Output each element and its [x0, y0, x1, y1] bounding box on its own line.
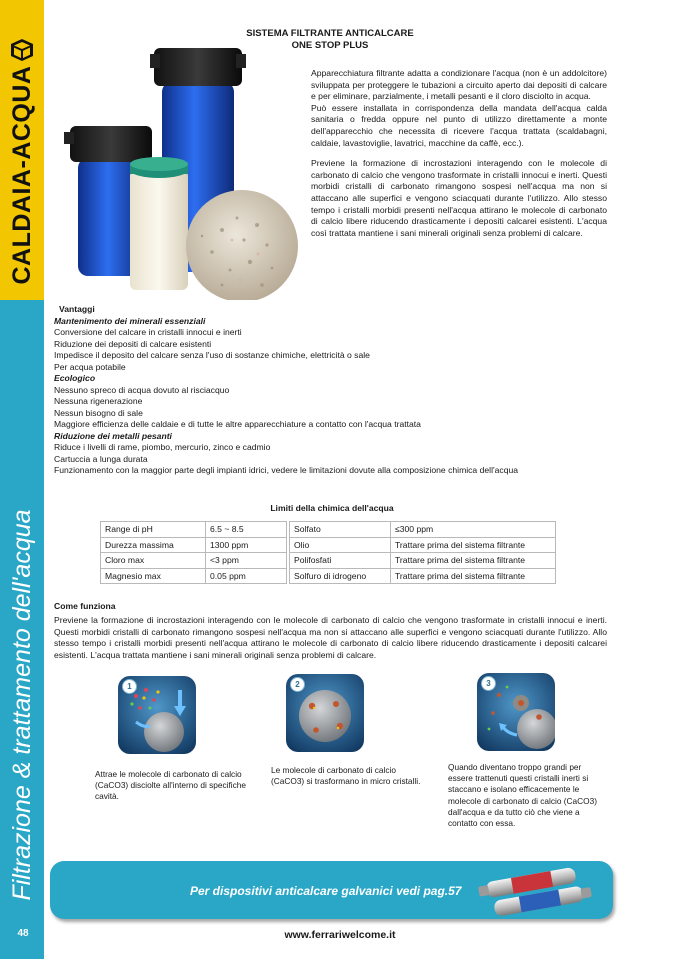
- table-row: [101, 537, 556, 553]
- step-2-caption: Le molecole di carbonato di calcio (CaCO3) si trasformano in micro cristalli.: [271, 765, 421, 787]
- table-cell: Trattare prima del sistema filtrante: [391, 568, 556, 584]
- table-cell: 6.5 ~ 8.5: [206, 522, 287, 538]
- limits-title: Limiti della chimica dell'acqua: [270, 503, 394, 513]
- table-row: [101, 568, 556, 584]
- table-cell: Range di pH: [101, 522, 206, 538]
- category-title: CALDAIA-ACQUA: [8, 65, 36, 285]
- step-number: 3: [481, 676, 496, 691]
- table-cell: Solfuro di idrogeno: [290, 568, 391, 584]
- table-cell: Magnesio max: [101, 568, 206, 584]
- page-number: 48: [17, 928, 29, 939]
- advantages-group-heading: Mantenimento dei minerali essenziali: [54, 315, 206, 326]
- advantages-section: [54, 304, 624, 477]
- table-cell: <3 ppm: [206, 553, 287, 569]
- how-it-works-text: Previene la formazione di incrostazioni interagendo con le molecole di carbonato di calcio che vengono trasformate in cristalli innocui e inerti. Questi morbidi cristalli di carbonato rimangono sospesi nell'acqua ma non si attaccano alle superfici e vengono sciacquati durante l'utilizzo. Allo stesso tempo i cristalli morbidi presenti nell'acqua attirano le molecole di carbonato di calcio libere riducendo drasticamente i depositi calcarei esistenti. L'acqua trattata mantiene i sani minerali originali senza problemi di calcare.: [54, 615, 607, 660]
- advantage-item: Nessun bisogno di sale: [54, 407, 143, 418]
- table-cell: Olio: [290, 537, 391, 553]
- advantage-item: Riduzione dei depositi di calcare esistenti: [54, 338, 212, 349]
- table-row: [101, 522, 556, 538]
- title-line-2: ONE STOP PLUS: [291, 40, 369, 51]
- galvanic-cartridges-image: [474, 864, 596, 918]
- title-line-1: SISTEMA FILTRANTE ANTICALCARE: [246, 28, 414, 39]
- step-2-image: [286, 674, 364, 752]
- step-3-image: [477, 673, 555, 751]
- table-row: [101, 553, 556, 569]
- advantages-group-heading: Riduzione dei metalli pesanti: [54, 430, 172, 441]
- table-cell: 1300 ppm: [206, 537, 287, 553]
- advantage-item: Cartuccia a lunga durata: [54, 453, 148, 464]
- table-cell: Cloro max: [101, 553, 206, 569]
- table-cell: ≤300 ppm: [391, 522, 556, 538]
- advantage-item: Nessuno spreco di acqua dovuto al risciacquo: [54, 384, 230, 395]
- advantage-item: Maggiore efficienza delle caldaie e di tutte le altre apparecchiature a contatto con l'acqua trattata: [54, 419, 421, 429]
- step-number: 2: [290, 677, 305, 692]
- table-cell: Trattare prima del sistema filtrante: [391, 537, 556, 553]
- table-cell: Solfato: [290, 522, 391, 538]
- table-cell: 0.05 ppm: [206, 568, 287, 584]
- step-1-image: [118, 676, 196, 754]
- step-number: 1: [122, 679, 137, 694]
- intro-paragraph-3: Previene la formazione di incrostazioni interagendo con le molecole di carbonato di calcio che vengono trasformate in cristalli innocui e inerti. Questi morbidi cristalli di carbonato rimangono sospesi nell'acqua ma non si attaccano alle superfici e vengono sciacquati durante l'utilizzo. Allo stesso tempo i cristalli morbidi presenti nell'acqua attirano le molecole di carbonato di calcio libere riducendo drasticamente i depositi calcarei esistenti. L'acqua così trattata mantiene i sani minerali originali senza problemi di calcare.: [311, 158, 607, 238]
- advantage-item: Per acqua potabile: [54, 361, 126, 372]
- step-3-caption: Quando diventano troppo grandi per essere trattenuti questi cristalli inerti si staccano e isolano efficacemente le molecole di carbonato di calcio (CaCO3) dall'acqua e da tutto ciò che viene a contatto con essa.: [448, 762, 597, 829]
- advantage-item: Conversione del calcare in cristalli innocui e inerti: [54, 327, 242, 337]
- table-cell: Durezza massima: [101, 537, 206, 553]
- intro-paragraph-2: Può essere installata in corrispondenza della mandata dell'acqua calda sanitaria o fredda oppure nel punto di utilizzo direttamente a monte dell'apparecchio che necessita di ricevere l'acqua trattata (scaldabagni, caldaie, lavastoviglie, lavatrici, macchine da caffè, ecc.).: [311, 102, 607, 148]
- banner-text[interactable]: Per dispositivi anticalcare galvanici vedi pag.57: [190, 884, 462, 898]
- table-cell: Trattare prima del sistema filtrante: [391, 553, 556, 569]
- section-title: Filtrazione & trattamento dell'acqua: [8, 509, 36, 901]
- advantages-group-heading: Ecologico: [54, 373, 96, 383]
- how-it-works-title: Come funziona: [54, 601, 116, 611]
- table-cell: Polifosfati: [290, 553, 391, 569]
- limits-table: [100, 521, 556, 584]
- website-link[interactable]: www.ferrariwelcome.it: [284, 929, 396, 941]
- advantage-item: Riduce i livelli di rame, piombo, mercurio, zinco e cadmio: [54, 442, 271, 452]
- intro-text: [311, 68, 607, 248]
- product-image: [62, 40, 302, 300]
- advantage-item: Nessuna rigenerazione: [54, 396, 143, 406]
- step-1-caption: Attrae le molecole di carbonato di calcio (CaCO3) disciolte all'interno di specifiche cavità.: [95, 769, 246, 802]
- advantage-item: Funzionamento con la maggior parte degli impianti idrici, vedere le limitazioni dovute alla composizione chimica dell'acqua: [54, 465, 519, 475]
- advantages-title: Vantaggi: [59, 304, 95, 314]
- intro-paragraph-1: Apparecchiatura filtrante adatta a condizionare l'acqua (non è un addolcitore) sviluppata per proteggere le tubazioni a circuito aperto dai depositi di calcare e per eliminare, parzialmente, i metalli pesanti e il cloro disciolto in acqua.: [311, 68, 607, 102]
- advantage-item: Impedisce il deposito del calcare senza l'uso di sostanze chimiche, elettricità o sale: [54, 350, 370, 360]
